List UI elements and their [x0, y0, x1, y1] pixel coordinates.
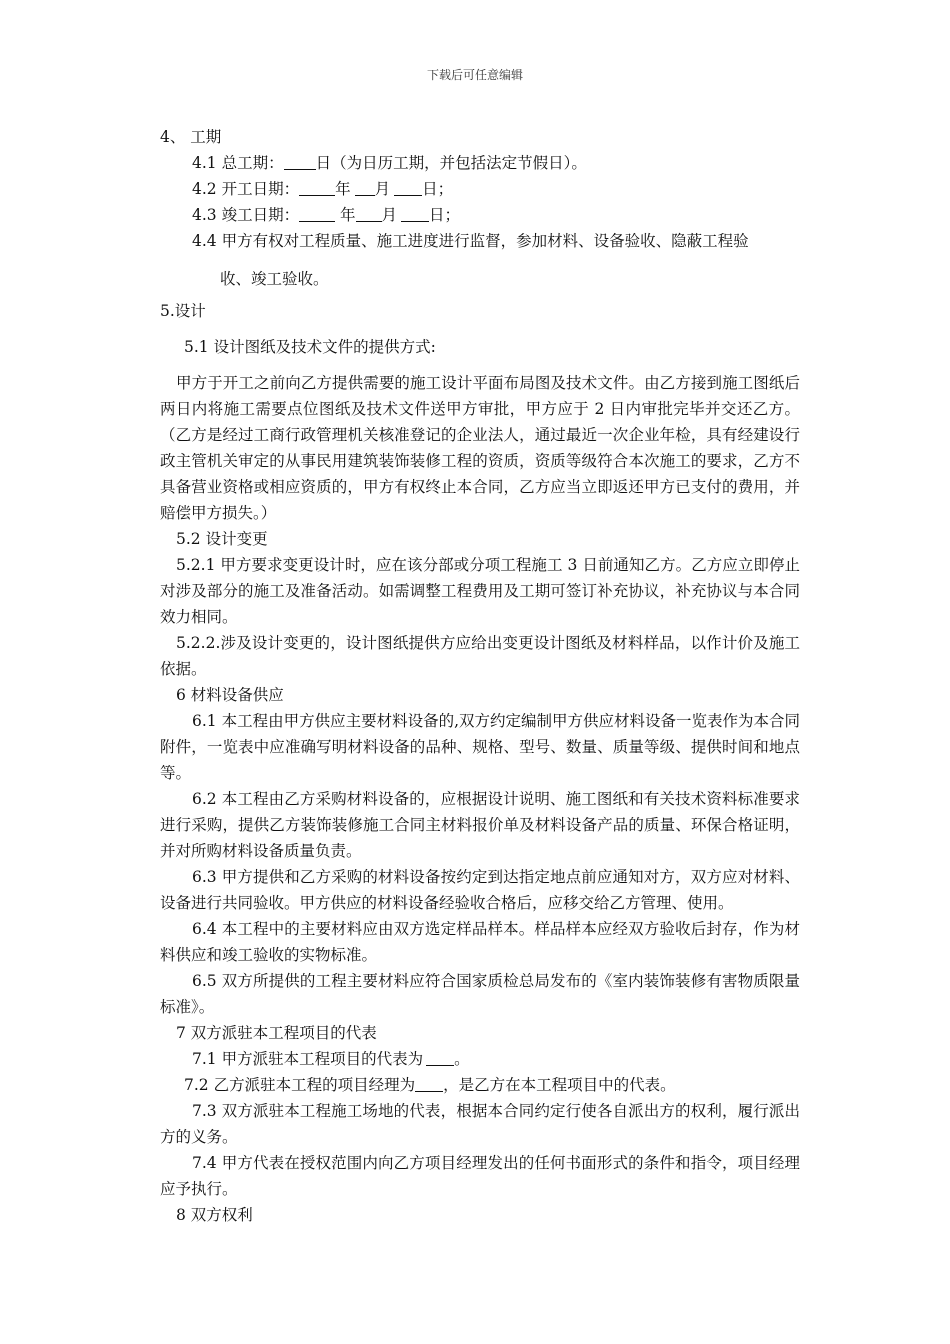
item-7-2-end: ，是乙方在本工程项目中的代表。	[443, 1076, 676, 1094]
finish-date-line	[160, 202, 800, 228]
finish-date-label: 4.3 竣工日期：	[192, 206, 300, 224]
item-7-2	[160, 1072, 800, 1098]
item-5-1-body: 甲方于开工之前向乙方提供需要的施工设计平面布局图及技术文件。由乙方接到施工图纸后两日内将施工需要点位图纸及技术文件送甲方审批，甲方应于 2 日内审批完毕并交还乙方。（乙方是经过工商行政管理机关核准登记的企业法人，通过最近一次企业年检，具有经建设行政主管机关审定的从事民用建筑装饰装修工程的资质，资质等级符合本次施工的要求，乙方不具备营业资格或相应资质的，甲方有权终止本合同，乙方应当立即返还甲方已支付的费用，并赔偿甲方损失。）	[160, 374, 800, 522]
start-day-blank	[394, 179, 422, 196]
item-6-2: 6.2 本工程由乙方采购材料设备的，应根据设计说明、施工图纸和有关技术资料标准要求进行采购，提供乙方装饰装修施工合同主材料报价单及材料设备产品的质量、环保合格证明，并对所购材料设备质量负责。	[160, 790, 800, 860]
finish-month-unit: 月	[381, 206, 398, 224]
item-7-4: 7.4 甲方代表在授权范围内向乙方项目经理发出的任何书面形式的条件和指令，项目经理应予执行。	[160, 1154, 800, 1198]
start-day-unit: 日；	[422, 180, 454, 198]
finish-year-unit: 年	[335, 206, 356, 224]
document-body	[160, 124, 800, 1228]
item-6-3: 6.3 甲方提供和乙方采购的材料设备按约定到达指定地点前应通知对方，双方应对材料、设备进行共同验收。甲方供应的材料设备经验收合格后，应移交给乙方管理、使用。	[160, 868, 800, 912]
start-month-blank	[355, 179, 375, 196]
section-6-title: 6 材料设备供应	[176, 686, 284, 704]
total-days-blank	[284, 153, 316, 170]
item-6-4: 6.4 本工程中的主要材料应由双方选定样品样本。样品样本应经双方验收后封存，作为材料供应和竣工验收的实物标准。	[160, 920, 800, 964]
total-duration-note: 日（为日历工期，并包括法定节假日）。	[315, 154, 587, 172]
item-5-2-1: 5.2.1 甲方要求变更设计时，应在该分部或分项工程施工 3 日前通知乙方。乙方应立即停止对涉及部分的施工及准备活动。如需调整工程费用及工期可签订补充协议，补充协议与本合同效力相同。	[160, 556, 800, 626]
owner-representative-blank	[426, 1049, 454, 1066]
finish-day-blank	[401, 205, 429, 222]
start-year-unit: 年	[335, 180, 351, 198]
item-7-2-label: 7.2 乙方派驻本工程的项目经理为	[184, 1076, 416, 1094]
item-7-1-label: 7.1 甲方派驻本工程项目的代表为	[192, 1050, 424, 1068]
item-5-2-2: 5.2.2.涉及设计变更的，设计图纸提供方应给出变更设计图纸及材料样品，以作计价及施工依据。	[160, 634, 800, 678]
finish-year-blank	[299, 205, 335, 222]
total-duration-line	[160, 150, 800, 176]
item-6-5: 6.5 双方所提供的工程主要材料应符合国家质检总局发布的《室内装饰装修有害物质限量标准》。	[160, 972, 800, 1016]
finish-month-blank	[356, 205, 382, 222]
start-date-line	[160, 176, 800, 202]
section-5-title: 5.设计	[160, 302, 206, 320]
start-year-blank	[299, 179, 335, 196]
item-7-1-end: 。	[454, 1050, 470, 1068]
item-6-1: 6.1 本工程由甲方供应主要材料设备的,双方约定编制甲方供应材料设备一览表作为本合同附件，一览表中应准确写明材料设备的品种、规格、型号、数量、质量等级、提供时间和地点等。	[160, 712, 801, 782]
start-date-label: 4.2 开工日期：	[192, 180, 300, 198]
section-8-title: 8 双方权利	[176, 1206, 253, 1224]
finish-day-unit: 日；	[429, 206, 461, 224]
item-4-4-line2: 收、竣工验收。	[220, 270, 329, 288]
item-7-3: 7.3 双方派驻本工程施工场地的代表，根据本合同约定行使各自派出方的权利，履行派出方的义务。	[160, 1102, 800, 1146]
item-4-4-line1: 4.4 甲方有权对工程质量、施工进度进行监督，参加材料、设备验收、隐蔽工程验	[192, 232, 749, 250]
page-header: 下载后可任意编辑	[426, 68, 523, 82]
item-5-1-title: 5.1 设计图纸及技术文件的提供方式:	[184, 338, 436, 356]
section-7-title: 7 双方派驻本工程项目的代表	[176, 1024, 377, 1042]
item-7-1	[160, 1046, 800, 1072]
project-manager-blank	[415, 1075, 443, 1092]
total-duration-label: 4.1 总工期：	[192, 154, 284, 172]
section-4-title: 4、 工期	[160, 128, 222, 146]
item-5-2-title: 5.2 设计变更	[176, 530, 268, 548]
start-month-unit: 月	[374, 180, 391, 198]
